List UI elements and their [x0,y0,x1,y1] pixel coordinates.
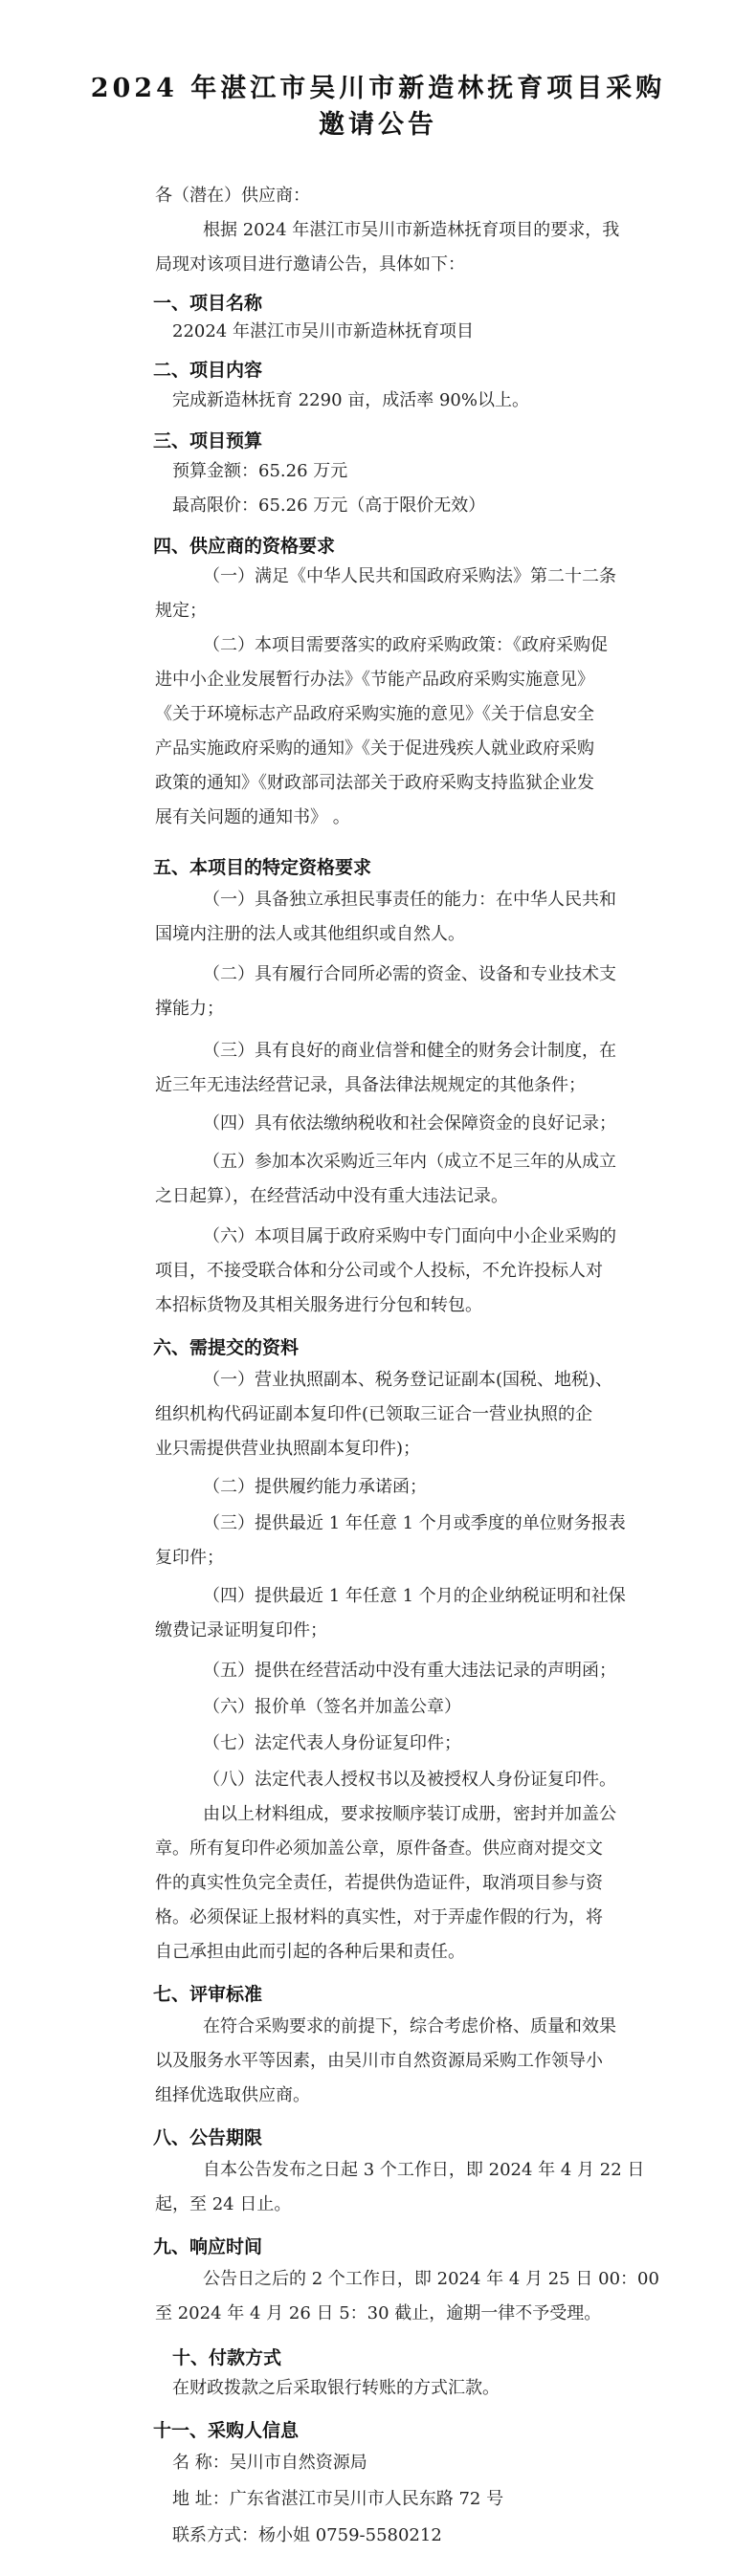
body-line: （二）具有履行合同所必需的资金、设备和专业技术支 [203,964,616,984]
greeting: 各（潜在）供应商： [155,186,310,206]
body-line: 以及服务水平等因素，由吴川市自然资源局采购工作领导小 [155,2051,603,2071]
section-heading-purchaser-info: 十一、采购人信息 [153,2420,300,2441]
body-line: 撑能力； [155,999,224,1019]
section-heading-evaluation-criteria: 七、评审标准 [153,1984,263,2005]
body-line: 至 2024 年 4 月 26 日 5：30 截止，逾期一律不予受理。 [155,2303,602,2323]
body-line: （三）具有良好的商业信誉和健全的财务会计制度，在 [203,1041,616,1061]
body-line: 完成新造林抚育 2290 亩，成活率 90%以上。 [172,390,529,410]
body-line: （五）提供在经营活动中没有重大违法记录的声明函； [203,1661,616,1681]
section-heading-specific-qualifications: 五、本项目的特定资格要求 [153,857,372,878]
body-line: 在符合采购要求的前提下，综合考虑价格、质量和效果 [203,2016,616,2037]
body-line: （二）本项目需要落实的政府采购政策：《政府采购促 [203,635,608,655]
body-line: （四）具有依法缴纳税收和社会保障资金的良好记录； [203,1113,616,1134]
body-line: 自己承担由此而引起的各种后果和责任。 [155,1942,465,1962]
body-line: 缴费记录证明复印件； [155,1620,327,1640]
body-line: 规定； [155,601,207,621]
body-line: （三）提供最近 1 年任意 1 个月或季度的单位财务报表 [203,1513,626,1533]
section-heading-project-content: 二、项目内容 [153,360,263,381]
purchaser-name: 名 称：吴川市自然资源局 [172,2453,367,2473]
max-price: 最高限价：65.26 万元（高于限价无效） [172,495,486,516]
body-line: 件的真实性负完全责任，若提供伪造证件，取消项目参与资 [155,1873,603,1893]
body-line: （一）具备独立承担民事责任的能力：在中华人民共和 [203,890,616,910]
body-line: （六）本项目属于政府采购中专门面向中小企业采购的 [203,1226,616,1246]
body-line: 业只需提供营业执照副本复印件)； [155,1439,421,1459]
body-line: （六）报价单（签名并加盖公章） [203,1697,461,1717]
section-heading-payment-method: 十、付款方式 [172,2347,282,2368]
purchaser-address: 地 址：广东省湛江市吴川市人民东路 72 号 [172,2489,504,2509]
body-line: （一）满足《中华人民共和国政府采购法》第二十二条 [203,566,616,586]
section-heading-supplier-qualifications: 四、供应商的资格要求 [153,536,336,557]
body-line: 组织机构代码证副本复印件(已领取三证合一营业执照的企 [155,1404,593,1424]
body-line: 公告日之后的 2 个工作日，即 2024 年 4 月 25 日 00：00 [203,2269,659,2289]
body-line: 自本公告发布之日起 3 个工作日，即 2024 年 4 月 22 日 [203,2160,645,2180]
body-line: 近三年无违法经营记录，具备法律法规规定的其他条件； [155,1075,586,1095]
document-title-line-2: 邀请公告 [319,110,437,140]
body-line: 之日起算），在经营活动中没有重大违法记录。 [155,1186,508,1206]
section-heading-response-time: 九、响应时间 [153,2236,263,2257]
section-heading-required-documents: 六、需提交的资料 [153,1337,300,1358]
body-line: 进中小企业发展暂行办法》《节能产品政府采购实施意见》 [155,670,594,690]
body-line: （四）提供最近 1 年任意 1 个月的企业纳税证明和社保 [203,1586,626,1606]
intro-line: 根据 2024 年湛江市吴川市新造林抚育项目的要求，我 [203,220,620,240]
document-title-line-1: 2024 年湛江市吴川市新造林抚育项目采购 [90,74,666,103]
body-line: 在财政拨款之后采取银行转账的方式汇款。 [172,2378,500,2398]
body-line: （一）营业执照副本、税务登记证副本(国税、地税)、 [203,1370,613,1390]
body-line: 产品实施政府采购的通知》《关于促进残疾人就业政府采购 [155,738,594,759]
body-line: 本招标货物及其相关服务进行分包和转包。 [155,1295,482,1315]
intro-line: 局现对该项目进行邀请公告，具体如下： [155,254,465,275]
body-line: （八）法定代表人授权书以及被授权人身份证复印件。 [203,1770,616,1790]
body-line: 组择优选取供应商。 [155,2085,310,2105]
section-heading-budget: 三、项目预算 [153,430,263,451]
body-line: （七）法定代表人身份证复印件； [203,1733,461,1753]
body-line: 复印件； [155,1548,224,1568]
body-line: 国境内注册的法人或其他组织或自然人。 [155,924,465,944]
section-heading-notice-period: 八、公告期限 [153,2127,263,2148]
purchaser-contact: 联系方式：杨小姐 0759-5580212 [172,2525,442,2545]
body-line: 展有关问题的通知书》 。 [155,807,350,827]
budget-amount: 预算金额：65.26 万元 [172,461,348,481]
body-line: 项目，不接受联合体和分公司或个人投标，不允许投标人对 [155,1261,603,1281]
body-line: 22024 年湛江市吴川市新造林抚育项目 [172,321,474,341]
body-line: （五）参加本次采购近三年内（成立不足三年的从成立 [203,1152,616,1172]
body-line: 章。所有复印件必须加盖公章，原件备查。供应商对提交文 [155,1838,603,1859]
body-line: 政策的通知》《财政部司法部关于政府采购支持监狱企业发 [155,773,594,793]
body-line: 格。必须保证上报材料的真实性，对于弄虚作假的行为，将 [155,1907,603,1927]
body-line: （二）提供履约能力承诺函； [203,1477,427,1497]
section-heading-project-name: 一、项目名称 [153,293,263,314]
body-line: 《关于环境标志产品政府采购实施的意见》《关于信息安全 [155,704,594,724]
body-line: 起，至 24 日止。 [155,2194,292,2214]
body-line: 由以上材料组成，要求按顺序装订成册，密封并加盖公 [203,1804,616,1824]
